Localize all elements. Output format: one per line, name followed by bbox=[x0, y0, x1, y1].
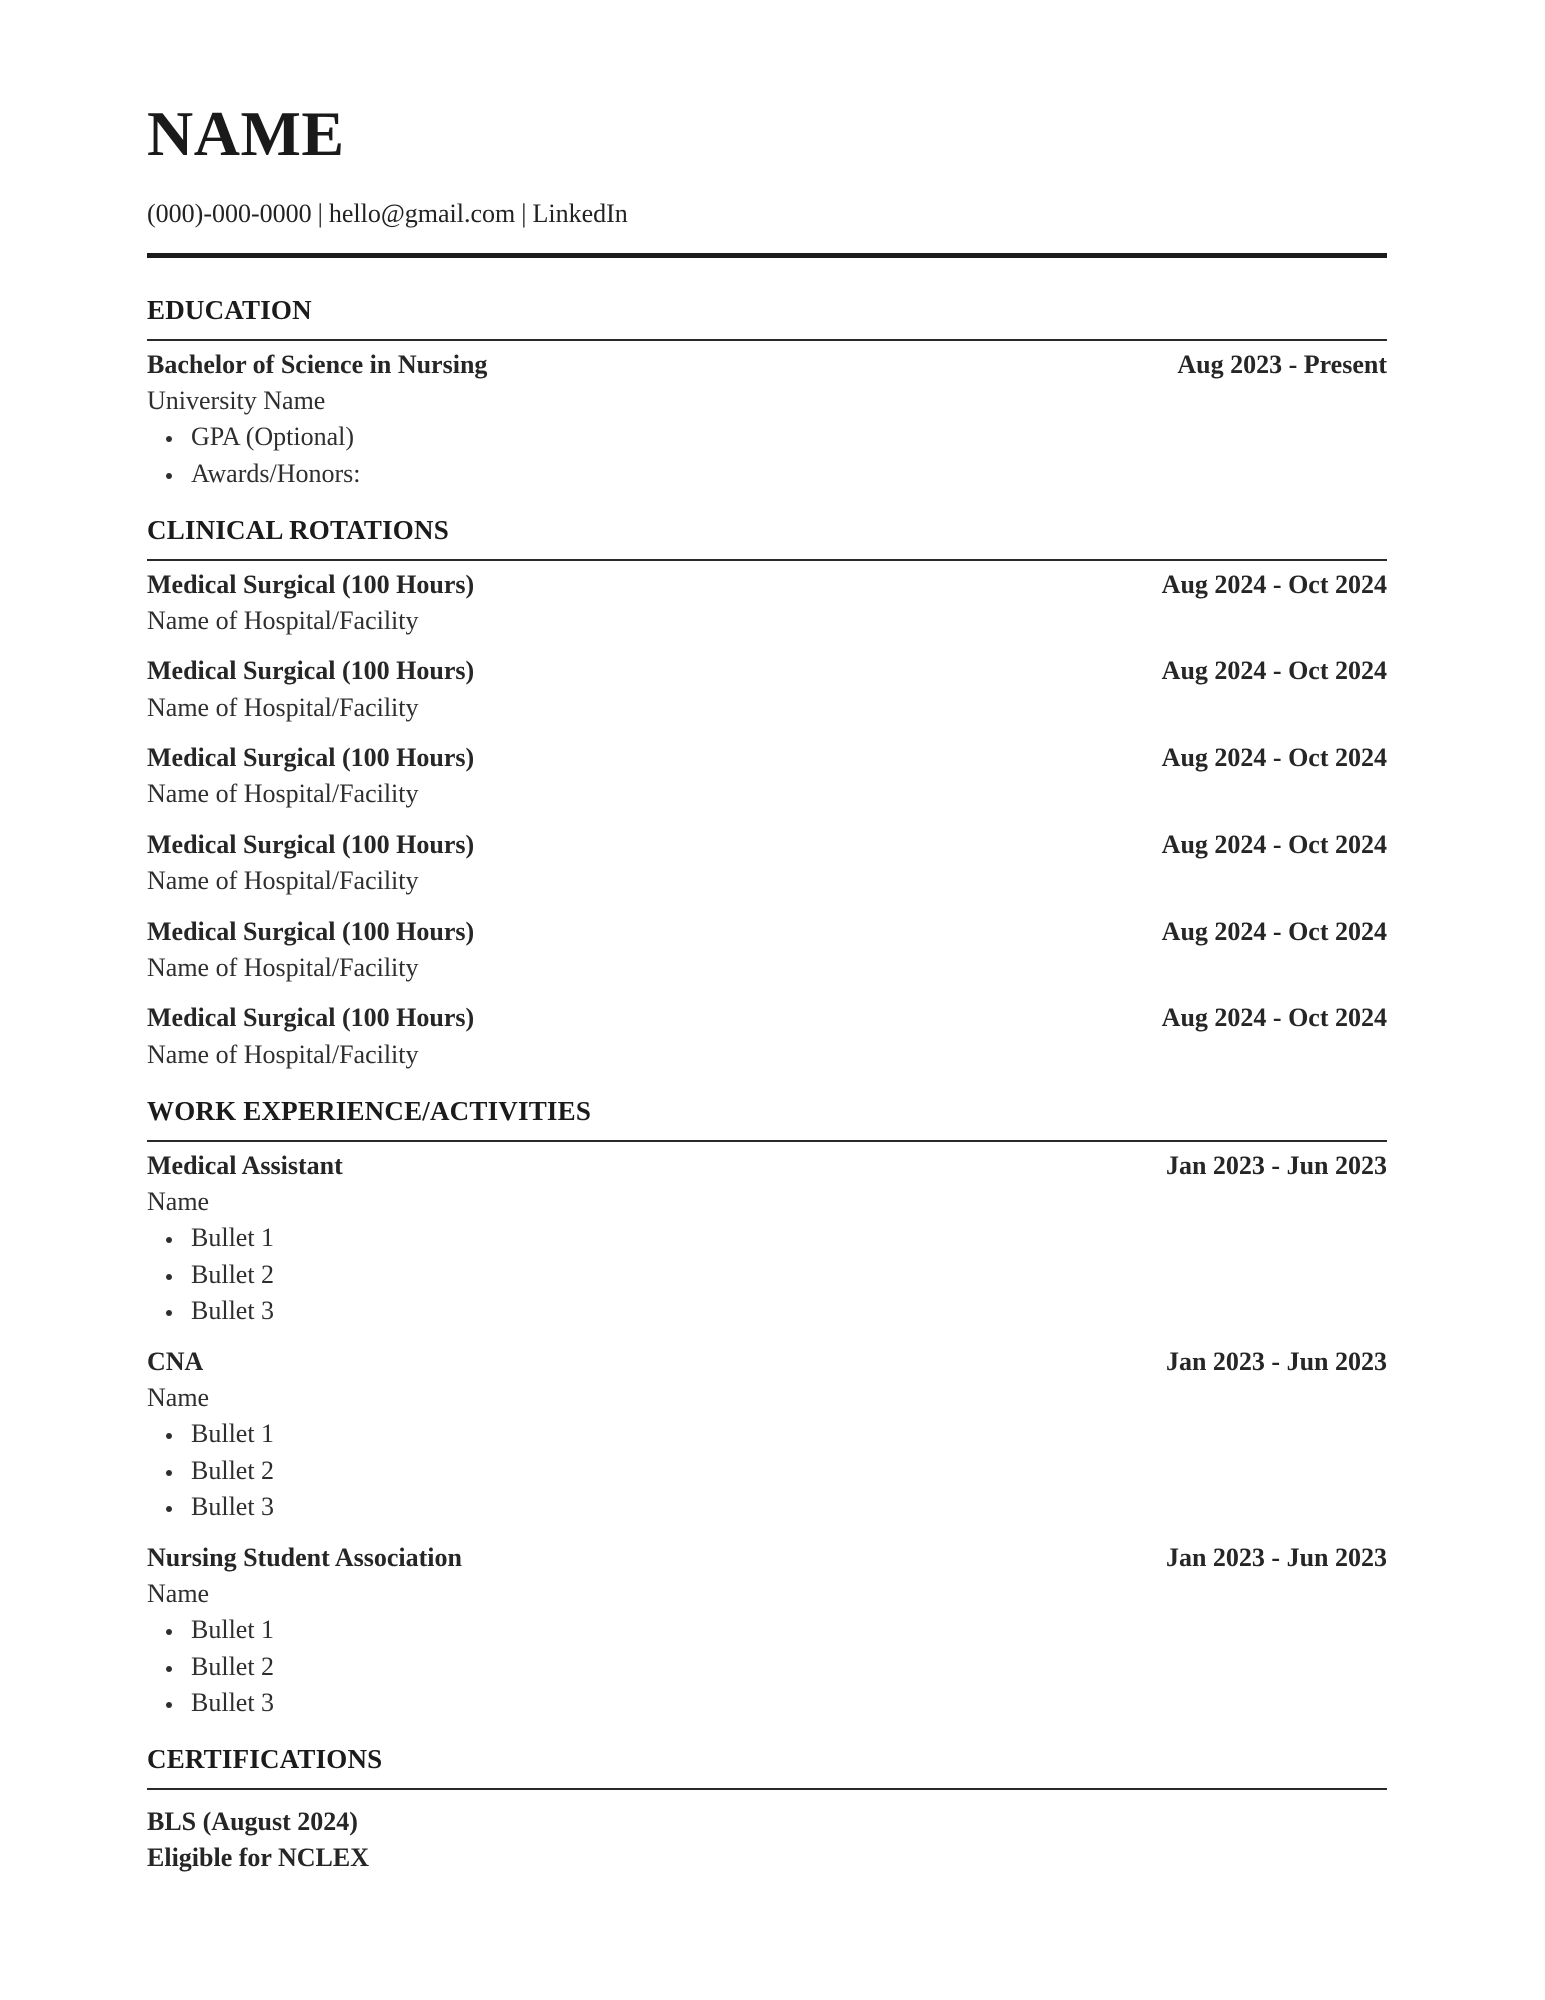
clinical-section bbox=[147, 514, 1387, 1073]
bullet-icon bbox=[166, 1310, 172, 1316]
job-title: Medical Assistant bbox=[147, 1150, 343, 1180]
header-divider bbox=[147, 253, 1387, 258]
list-item bbox=[191, 1489, 1387, 1525]
bullet-text: Bullet 3 bbox=[191, 1492, 275, 1522]
contact-phone: (000)-000-0000 bbox=[147, 199, 312, 228]
employer-name: Name bbox=[147, 1187, 210, 1216]
bullet-icon bbox=[166, 473, 172, 479]
bullet-text: Awards/Honors: bbox=[191, 458, 361, 488]
job-dates: Jan 2023 - Jun 2023 bbox=[1165, 1346, 1387, 1376]
education-bullets bbox=[147, 419, 1387, 492]
degree-title: Bachelor of Science in Nursing bbox=[147, 349, 488, 379]
clinical-entry bbox=[147, 653, 1387, 726]
list-item bbox=[191, 1220, 1387, 1256]
work-section bbox=[147, 1095, 1387, 1721]
section-divider bbox=[147, 339, 1387, 341]
rotation-dates: Aug 2024 - Oct 2024 bbox=[1161, 656, 1387, 686]
bullet-icon bbox=[166, 1702, 172, 1708]
education-dates: Aug 2023 - Present bbox=[1177, 349, 1387, 379]
job-bullets bbox=[147, 1220, 1387, 1329]
rotation-dates: Aug 2024 - Oct 2024 bbox=[1161, 569, 1387, 599]
bullet-icon bbox=[166, 1666, 172, 1672]
rotation-title: Medical Surgical (100 Hours) bbox=[147, 1003, 475, 1033]
bullet-text: Bullet 3 bbox=[191, 1296, 275, 1326]
rotation-title: Medical Surgical (100 Hours) bbox=[147, 569, 475, 599]
clinical-entry bbox=[147, 740, 1387, 813]
bullet-icon bbox=[166, 436, 172, 442]
bullet-icon bbox=[166, 1433, 172, 1439]
rotation-dates: Aug 2024 - Oct 2024 bbox=[1161, 1003, 1387, 1033]
rotation-dates: Aug 2024 - Oct 2024 bbox=[1161, 829, 1387, 859]
bullet-text: Bullet 1 bbox=[191, 1419, 275, 1449]
list-item bbox=[191, 1453, 1387, 1489]
section-title-education: EDUCATION bbox=[147, 295, 312, 326]
rotation-title: Medical Surgical (100 Hours) bbox=[147, 829, 475, 859]
bullet-icon bbox=[166, 1237, 172, 1243]
list-item bbox=[191, 419, 1387, 455]
work-entry bbox=[147, 1344, 1387, 1526]
clinical-entry bbox=[147, 1000, 1387, 1073]
employer-name: Name bbox=[147, 1578, 210, 1608]
rotation-facility: Name of Hospital/Facility bbox=[147, 1039, 419, 1069]
rotation-facility: Name of Hospital/Facility bbox=[147, 692, 419, 722]
contact-separator: | bbox=[521, 199, 527, 228]
list-item bbox=[191, 1293, 1387, 1329]
clinical-entry bbox=[147, 914, 1387, 987]
bullet-icon bbox=[166, 1506, 172, 1512]
rotation-dates: Aug 2024 - Oct 2024 bbox=[1161, 743, 1387, 773]
rotation-facility: Name of Hospital/Facility bbox=[147, 953, 419, 983]
section-title-certifications: CERTIFICATIONS bbox=[147, 1744, 383, 1775]
bullet-text: GPA (Optional) bbox=[191, 422, 354, 452]
list-item bbox=[191, 1685, 1387, 1721]
section-divider bbox=[147, 1788, 1387, 1790]
school-name: University Name bbox=[147, 385, 326, 415]
work-entry bbox=[147, 1148, 1387, 1330]
list-item bbox=[191, 1416, 1387, 1452]
job-dates: Jan 2023 - Jun 2023 bbox=[1165, 1542, 1387, 1572]
rotation-title: Medical Surgical (100 Hours) bbox=[147, 916, 475, 946]
candidate-name: NAME bbox=[147, 98, 345, 169]
clinical-entry bbox=[147, 567, 1387, 640]
rotation-title: Medical Surgical (100 Hours) bbox=[147, 656, 475, 686]
rotation-facility: Name of Hospital/Facility bbox=[147, 866, 419, 896]
bullet-text: Bullet 1 bbox=[191, 1223, 275, 1253]
bullet-text: Bullet 3 bbox=[191, 1688, 275, 1718]
job-title: CNA bbox=[147, 1346, 204, 1376]
bullet-icon bbox=[166, 1629, 172, 1635]
employer-name: Name bbox=[147, 1382, 210, 1412]
list-item bbox=[191, 456, 1387, 492]
clinical-entry bbox=[147, 827, 1387, 900]
rotation-facility: Name of Hospital/Facility bbox=[147, 605, 419, 635]
list-item bbox=[191, 1649, 1387, 1685]
job-dates: Jan 2023 - Jun 2023 bbox=[1165, 1150, 1387, 1180]
job-title: Nursing Student Association bbox=[147, 1542, 462, 1572]
bullet-icon bbox=[166, 1470, 172, 1476]
job-bullets bbox=[147, 1612, 1387, 1721]
contact-line bbox=[147, 198, 1387, 229]
education-entry-header bbox=[147, 347, 1387, 383]
list-item bbox=[191, 1257, 1387, 1293]
rotation-dates: Aug 2024 - Oct 2024 bbox=[1161, 916, 1387, 946]
list-item bbox=[191, 1612, 1387, 1648]
section-title-clinical: CLINICAL ROTATIONS bbox=[147, 515, 449, 546]
job-bullets bbox=[147, 1416, 1387, 1525]
resume-page bbox=[147, 96, 1387, 1877]
rotation-facility: Name of Hospital/Facility bbox=[147, 779, 419, 809]
contact-linkedin: LinkedIn bbox=[532, 199, 628, 228]
section-title-work: WORK EXPERIENCE/ACTIVITIES bbox=[147, 1096, 592, 1127]
section-divider bbox=[147, 1140, 1387, 1142]
section-divider bbox=[147, 559, 1387, 561]
education-section bbox=[147, 294, 1387, 492]
bullet-text: Bullet 2 bbox=[191, 1259, 275, 1289]
contact-separator: | bbox=[317, 199, 323, 228]
bullet-text: Bullet 2 bbox=[191, 1455, 275, 1485]
certification-item: BLS (August 2024) bbox=[147, 1806, 358, 1836]
bullet-text: Bullet 2 bbox=[191, 1651, 275, 1681]
rotation-title: Medical Surgical (100 Hours) bbox=[147, 743, 475, 773]
work-entry bbox=[147, 1540, 1387, 1722]
bullet-icon bbox=[166, 1274, 172, 1280]
bullet-text: Bullet 1 bbox=[191, 1615, 275, 1645]
contact-email: hello@gmail.com bbox=[328, 199, 516, 228]
certification-item: Eligible for NCLEX bbox=[147, 1843, 369, 1873]
certifications-section bbox=[147, 1743, 1387, 1876]
